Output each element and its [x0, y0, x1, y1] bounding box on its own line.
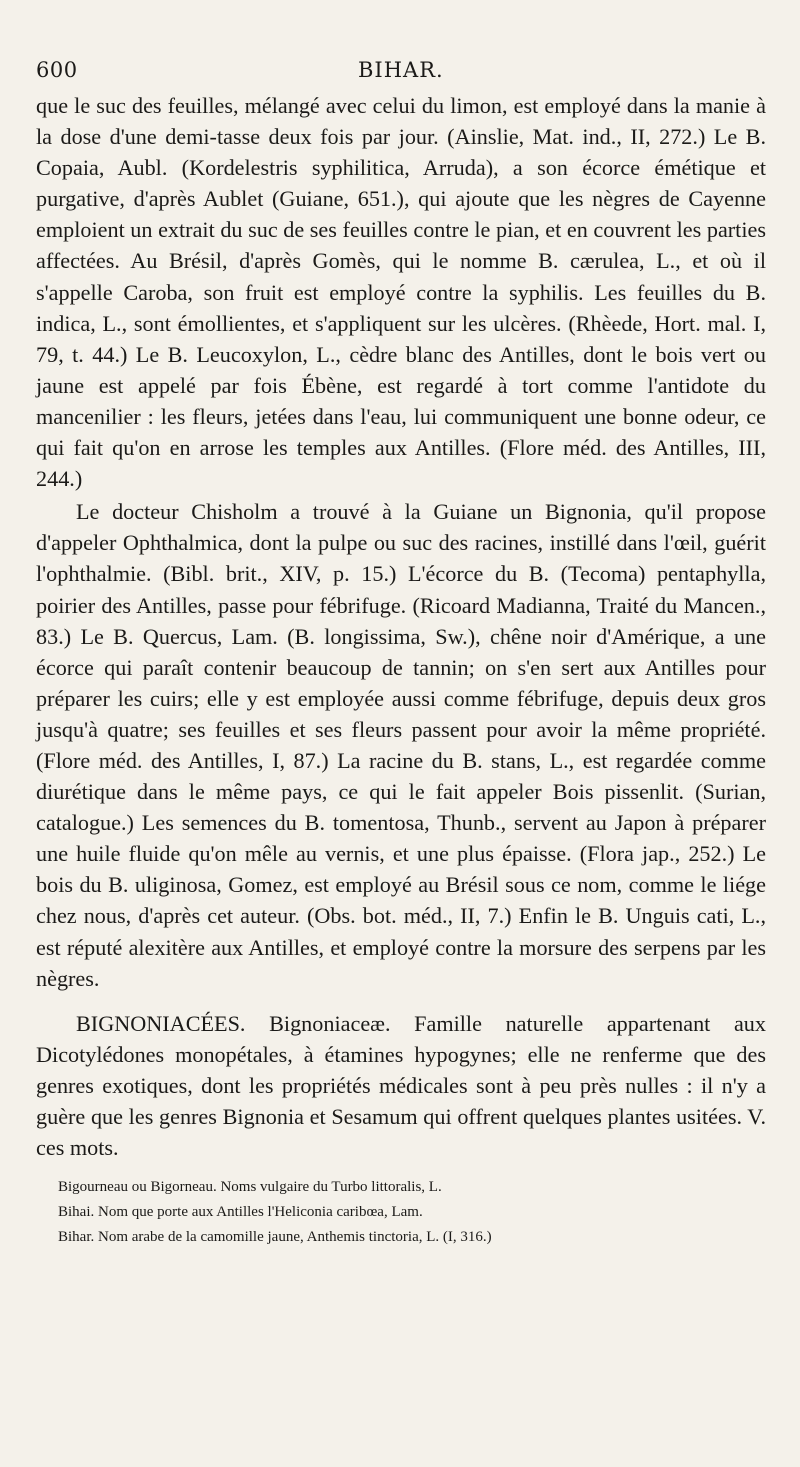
- entry-bihai: Bihai. Nom que porte aux Antilles l'Heliconia caribœa, Lam.: [58, 1204, 423, 1221]
- paragraph-continuation: que le suc des feuilles, mélangé avec celui du limon, est employé dans la manie à la dose d'une demi-tasse deux fois par jour. (Ainslie, Mat. ind., II, 272.) Le B. Copaia, Aubl. (Kordelestris syphilitica, Arruda), a son écorce émétique et purgative, d'après Aublet (Guiane, 651.), qui ajoute que les nègres de Cayenne emploient un extrait du suc de ses feuilles contre le pian, et en couvrent les parties affectées. Au Brésil, d'après Gomès, qui le nomme B. cærulea, L., et où il s'appelle Caroba, son fruit est employé contre la syphilis. Les feuilles du B. indica, L., sont émollientes, et s'appliquent sur les ulcères. (Rhèede, Hort. mal. I, 79, t. 44.) Le B. Leucoxylon, L., cèdre blanc des Antilles, dont le bois vert ou jaune est appelé par fois Ébène, est regardé à tort comme l'antidote du mancenilier : les fleurs, jetées dans l'eau, lui communiquent une bonne odeur, ce qui fait qu'on en arrose les temples aux Antilles. (Flore méd. des Antilles, III, 244.): [36, 93, 766, 492]
- paragraph-chisholm: Le docteur Chisholm a trouvé à la Guiane un Bignonia, qu'il propose d'appeler Ophthalmica, dont la pulpe ou suc des racines, instillé dans l'œil, guérit l'ophthalmie. (Bibl. brit., XIV, p. 15.) L'écorce du B. (Tecoma) pentaphylla, poirier des Antilles, passe pour fébrifuge. (Ricoard Madianna, Traité du Mancen., 83.) Le B. Quercus, Lam. (B. longissima, Sw.), chêne noir d'Amérique, a une écorce qui paraît contenir beaucoup de tannin; on s'en sert aux Antilles pour préparer les cuirs; elle y est employée aussi comme fébrifuge, depuis deux gros jusqu'à quatre; ses feuilles et ses fleurs passent pour avoir la même propriété. (Flore méd. des Antilles, I, 87.) La racine du B. stans, L., est regardée comme diurétique dans le même pays, ce qui le fait appeler Bois pissenlit. (Surian, catalogue.) Les semences du B. tomentosa, Thunb., servent au Japon à préparer une huile fluide qu'on mêle au vernis, et une plus épaisse. (Flora jap., 252.) Le bois du B. uliginosa, Gomez, est employé au Brésil sous ce nom, comme le liége chez nous, d'après cet auteur. (Obs. bot. méd., II, 7.) Enfin le B. Unguis cati, L., est réputé alexitère aux Antilles, et employé contre la morsure des serpens par les nègres.: [36, 499, 766, 991]
- page-header: [36, 50, 766, 90]
- minor-entries: [36, 1175, 766, 1250]
- page-number: 600: [36, 58, 78, 82]
- entry-bigourneau: Bigourneau ou Bigorneau. Noms vulgaire du Turbo littoralis, L.: [58, 1179, 442, 1196]
- entry-bihar: Bihar. Nom arabe de la camomille jaune, Anthemis tinctoria, L. (I, 316.): [58, 1229, 492, 1246]
- entry-bignoniacees: BIGNONIACÉES. Bignoniaceæ. Famille naturelle appartenant aux Dicotylédones monopétales, à étamines hypogynes; elle ne renferme que des genres exotiques, dont les propriétés médicales sont à peu près nulles : il n'y a guère que les genres Bignonia et Sesamum qui offrent quelques plantes usitées. V. ces mots.: [36, 1010, 766, 1161]
- running-title: BIHAR.: [358, 58, 444, 82]
